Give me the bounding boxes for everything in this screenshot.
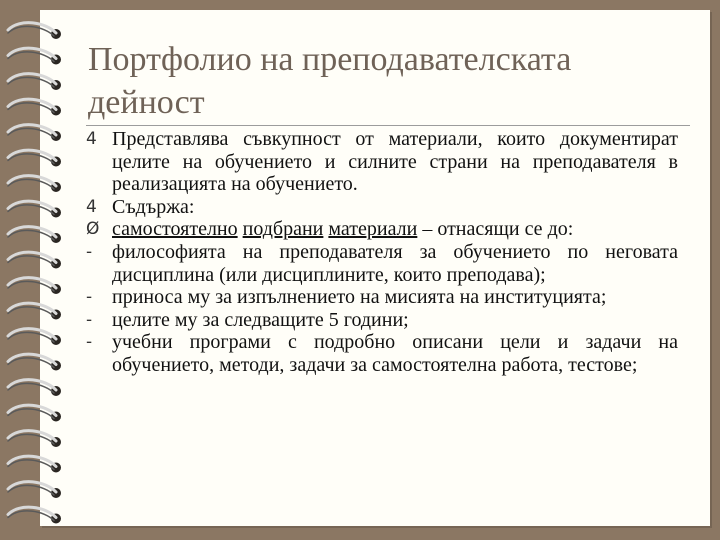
- item-text: философията на преподавателя за обучението по неговата дисциплина (или дисциплините, които преподава);: [112, 240, 678, 286]
- dash-marker: -: [86, 309, 93, 330]
- binding-ring: [8, 150, 61, 166]
- underlined-word: самостоятелно: [112, 218, 238, 241]
- dash-marker: -: [86, 332, 93, 353]
- binding-ring: [8, 252, 61, 268]
- binding-ring: [8, 354, 61, 370]
- item-text: целите му за следващите 5 години;: [112, 308, 409, 331]
- list-item: [86, 309, 678, 332]
- item-text: Съдържа:: [112, 195, 195, 218]
- binding-ring: [8, 405, 61, 421]
- bullet-marker: 4: [86, 129, 97, 149]
- item-text: – отнасящи се до:: [422, 218, 574, 241]
- spiral-binding: [0, 0, 90, 540]
- item-text: Представлява съвкупност от материали, които документират целите на обучението и силните страни на преподавателя в реализацията на обучението.: [112, 128, 678, 196]
- dash-marker: -: [86, 287, 93, 308]
- binding-ring: [8, 278, 61, 294]
- binding-ring: [8, 125, 61, 141]
- binding-ring: [8, 303, 61, 319]
- binding-ring: [8, 456, 61, 472]
- arrow-bullet-icon: Ø: [86, 219, 100, 240]
- item-text: учебни програми с подробно описани цели и задачи на обучението, методи, задачи за самостоятелна работа, тестове;: [112, 331, 678, 376]
- list-item: [86, 196, 678, 219]
- title-divider: [86, 125, 690, 126]
- list-item: [86, 286, 678, 309]
- item-text: приноса му за изпълнението на мисията на институцията;: [112, 286, 607, 309]
- binding-ring: [8, 23, 61, 39]
- dash-marker: -: [86, 241, 93, 262]
- binding-ring: [8, 227, 61, 243]
- binding-ring: [8, 48, 61, 64]
- binding-ring: [8, 176, 61, 192]
- binding-ring: [8, 74, 61, 90]
- binding-ring: [8, 99, 61, 115]
- binding-ring: [8, 482, 61, 498]
- list-item: [86, 241, 678, 286]
- binding-ring: [8, 329, 61, 345]
- binding-ring: [8, 507, 61, 523]
- list-item: [86, 331, 678, 376]
- underlined-word: подбрани: [242, 218, 324, 241]
- underlined-word: материали: [328, 218, 418, 241]
- binding-ring: [8, 201, 61, 217]
- slide-title: Портфолио на преподавателската дейност: [88, 41, 572, 121]
- bullet-marker: 4: [86, 196, 97, 217]
- bullet-list: [86, 128, 678, 377]
- binding-ring: [8, 380, 61, 396]
- binding-ring: [8, 431, 61, 447]
- list-item: [86, 218, 678, 241]
- list-item: [86, 128, 678, 196]
